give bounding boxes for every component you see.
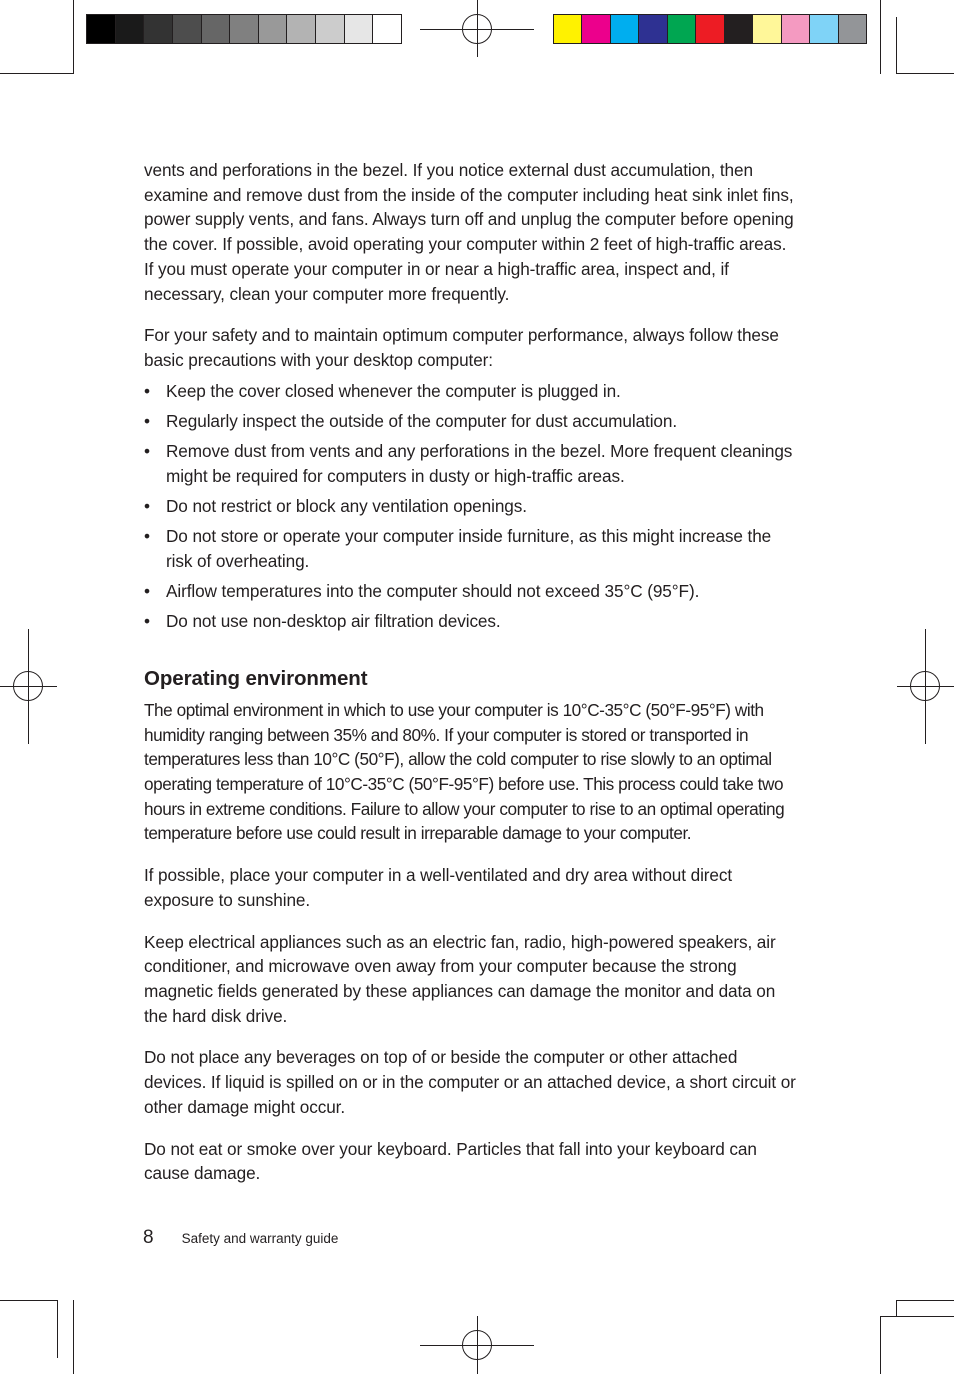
paragraph-placement: If possible, place your computer in a well-ventilated and dry area without direct exposure to sunshine. [144,865,733,910]
list-item-text: Do not use non-desktop air filtration devices. [166,611,501,632]
crop-mark [896,73,954,74]
crop-mark [896,1300,897,1316]
color-swatch [554,15,582,43]
bullet-icon: • [144,410,150,431]
crop-mark [880,1316,954,1317]
precautions-list [144,379,800,634]
list-item [144,409,800,434]
guide-title: Safety and warranty guide [181,1231,339,1246]
list-item-text: Do not store or operate your computer inside furniture, as this might increase the risk of overheating. [166,526,772,571]
paragraph-precautions-intro: For your safety and to maintain optimum computer performance, always follow these basic precautions with your desktop computer: [144,325,779,370]
crop-mark [0,73,74,74]
section-heading: Operating environment [144,666,368,690]
list-item-text: Regularly inspect the outside of the computer for dust accumulation. [166,410,678,431]
crop-mark [880,0,881,74]
gray-swatch [87,15,116,43]
registration-circle [910,671,940,701]
color-swatch [839,15,866,43]
crop-mark [73,1300,74,1374]
list-item [144,579,800,604]
color-swatch [668,15,696,43]
color-swatch [696,15,724,43]
paragraph-eating: Do not eat or smoke over your keyboard. Particles that fall into your keyboard can cause damage. [144,1138,757,1184]
color-calibration-bar [553,14,867,44]
gray-swatch [144,15,173,43]
crop-mark [880,1316,881,1374]
bullet-icon: • [144,380,150,401]
color-swatch [725,15,753,43]
color-swatch [753,15,781,43]
gray-swatch [202,15,231,43]
gray-swatch [259,15,288,43]
list-item-text: Keep the cover closed whenever the computer is plugged in. [166,380,621,401]
paragraph-ventilation: vents and perforations in the bezel. If you notice external dust accumulation, then examine and remove dust from the inside of the computer including heat sink inlet fins, power supply vents, and fans. Always turn off and unplug the computer before opening the cover. If possible, avoid operating your computer within 2 feet of high-traffic areas. If you must operate your computer in or near a high-traffic area, inspect and, if necessary, clean your computer more frequently. [144,160,794,304]
list-item [144,524,800,573]
color-swatch [810,15,838,43]
color-swatch [639,15,667,43]
registration-circle [462,1330,492,1360]
color-swatch [582,15,610,43]
bullet-icon: • [144,581,150,602]
list-item [144,494,800,519]
bullet-icon: • [144,611,150,632]
list-item [144,439,800,488]
gray-swatch [345,15,374,43]
crop-mark [0,1300,58,1301]
gray-swatch [173,15,202,43]
paragraph-appliances: Keep electrical appliances such as an electric fan, radio, high-powered speakers, air conditioner, and microwave oven away from your computer because the strong magnetic fields generated by these appliances can damage the monitor and data on the hard disk drive. [144,931,776,1026]
crop-mark [57,1300,58,1358]
crop-mark [896,1300,954,1301]
color-swatch [611,15,639,43]
gray-swatch [230,15,259,43]
grayscale-calibration-bar [86,14,402,44]
list-item-text: Airflow temperatures into the computer should not exceed 35°C (95°F). [166,581,700,602]
list-item-text: Do not restrict or block any ventilation openings. [166,495,527,516]
gray-swatch [287,15,316,43]
bullet-icon: • [144,495,150,516]
bullet-icon: • [144,526,150,547]
color-swatch [782,15,810,43]
registration-circle [13,671,43,701]
gray-swatch [316,15,345,43]
paragraph-optimal-environment: The optimal environment in which to use your computer is 10°C-35°C (50°F-95°F) with humidity ranging between 35% and 80%. If your computer is stored or transported in temperatures less than 10°C (50°F), allow the cold computer to rise slowly to an optimal operating temperature of 10°C-35°C (50°F-95°F) before use. This process could take two hours in extreme conditions. Failure to allow your computer to rise to an optimal operating temperature before use could result in irreparable damage to your computer. [144,699,785,844]
crop-mark [896,17,897,74]
registration-circle [462,14,492,44]
crop-mark [73,0,74,74]
list-item [144,379,800,404]
paragraph-beverages: Do not place any beverages on top of or beside the computer or other attached devices. If liquid is spilled on or in the computer or an attached device, a short circuit or other damage might occur. [144,1047,796,1117]
page-content [144,158,800,1203]
list-item-text: Remove dust from vents and any perforations in the bezel. More frequent cleanings might be required for computers in dusty or high-traffic areas. [166,441,793,486]
list-item [144,609,800,634]
page-number: 8 [143,1227,154,1248]
gray-swatch [373,15,401,43]
page-footer [143,1227,338,1249]
gray-swatch [116,15,145,43]
bullet-icon: • [144,441,150,462]
